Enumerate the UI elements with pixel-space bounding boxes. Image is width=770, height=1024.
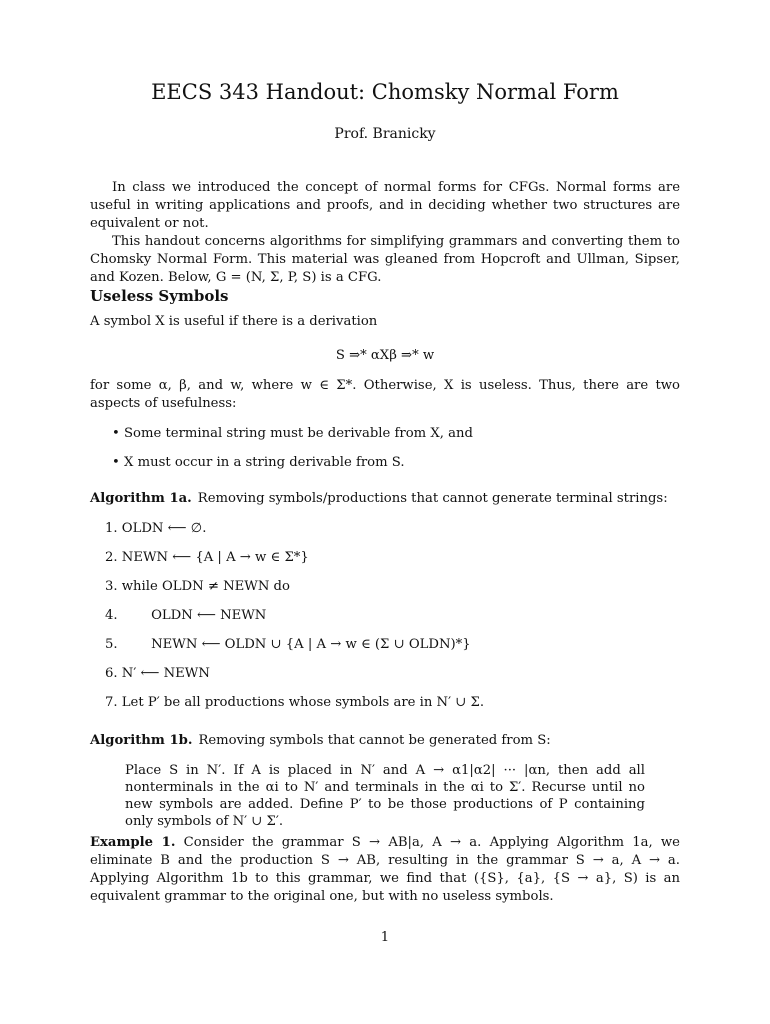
usefulness-text: for some α, β, and w, where w ∈ Σ*. Otherwise, X is useless. Thus, there are two aspects of usefulness: — [90, 378, 680, 411]
author: Prof. Branicky — [334, 126, 436, 142]
algorithm-step: 6. N′ ⟵ NEWN — [105, 666, 210, 681]
algorithm-step: 7. Let P′ be all productions whose symbols are in N′ ∪ Σ. — [105, 695, 485, 710]
derivation-equation: S ⇒* αXβ ⇒* w — [335, 348, 435, 363]
page-number: 1 — [380, 930, 390, 945]
algorithm-step: 5. NEWN ⟵ OLDN ∪ {A | A → w ∈ (Σ ∪ OLDN)*} — [105, 637, 471, 652]
example-1-label: Example 1. — [90, 835, 176, 850]
example-1-body: Consider the grammar S → AB|a, A → a. Applying Algorithm 1a, we eliminate B and the production S → AB, resulting in the grammar S → a, A → a. Applying Algorithm 1b to this grammar, we find that ({S}, {a}, {S → a}, S) is an equivalent grammar to the original one, but with no useless symbols. — [90, 835, 680, 904]
algorithm-step: 1. OLDN ⟵ ∅. — [105, 521, 207, 536]
section-heading-useless: Useless Symbols — [90, 287, 229, 305]
algorithm-1b-body: Place S in N′. If A is placed in N′ and A → α1|α2| ··· |αn, then add all nonterminals in the αi to N′ and terminals in the αi to Σ′. Recurse until no new symbols are added. Define P′ to be those productions of P containing only symbols of N′ ∪ Σ′. — [125, 763, 645, 829]
algorithm-step: 2. NEWN ⟵ {A | A → w ∈ Σ*} — [105, 550, 309, 565]
intro-paragraph-2: This handout concerns algorithms for simplifying grammars and converting them to Chomsky Normal Form. This material was gleaned from Hopcroft and Ullman, Sipser, and Kozen. Below, G = (N, Σ, P, S) is a CFG. — [90, 234, 680, 285]
bullet-icon: • — [112, 455, 120, 470]
bullet-icon: • — [112, 426, 120, 441]
example-1 — [90, 834, 680, 906]
algorithm-step: 3. while OLDN ≠ NEWN do — [105, 579, 290, 594]
algorithm-1a-heading — [90, 491, 668, 506]
bullet-item — [112, 425, 473, 443]
bullet-item — [112, 454, 405, 472]
algorithm-1a-desc: Removing symbols/productions that cannot generate terminal strings: — [197, 491, 668, 506]
algorithm-1b-label: Algorithm 1b. — [90, 733, 193, 748]
algorithm-1a-label: Algorithm 1a. — [90, 491, 192, 506]
intro-section — [90, 179, 680, 287]
bullet-text: Some terminal string must be derivable from X, and — [124, 426, 473, 441]
algorithm-1b-desc: Removing symbols that cannot be generated from S: — [198, 733, 551, 748]
intro-paragraph-1: In class we introduced the concept of normal forms for CFGs. Normal forms are useful in writing applications and proofs, and in deciding whether two structures are equivalent or not. — [90, 180, 680, 231]
algorithm-step: 4. OLDN ⟵ NEWN — [105, 608, 267, 623]
page-title: EECS 343 Handout: Chomsky Normal Form — [151, 80, 619, 104]
algorithm-1b-heading — [90, 733, 551, 748]
useful-definition: A symbol X is useful if there is a derivation — [90, 314, 378, 329]
bullet-text: X must occur in a string derivable from S. — [124, 455, 405, 470]
